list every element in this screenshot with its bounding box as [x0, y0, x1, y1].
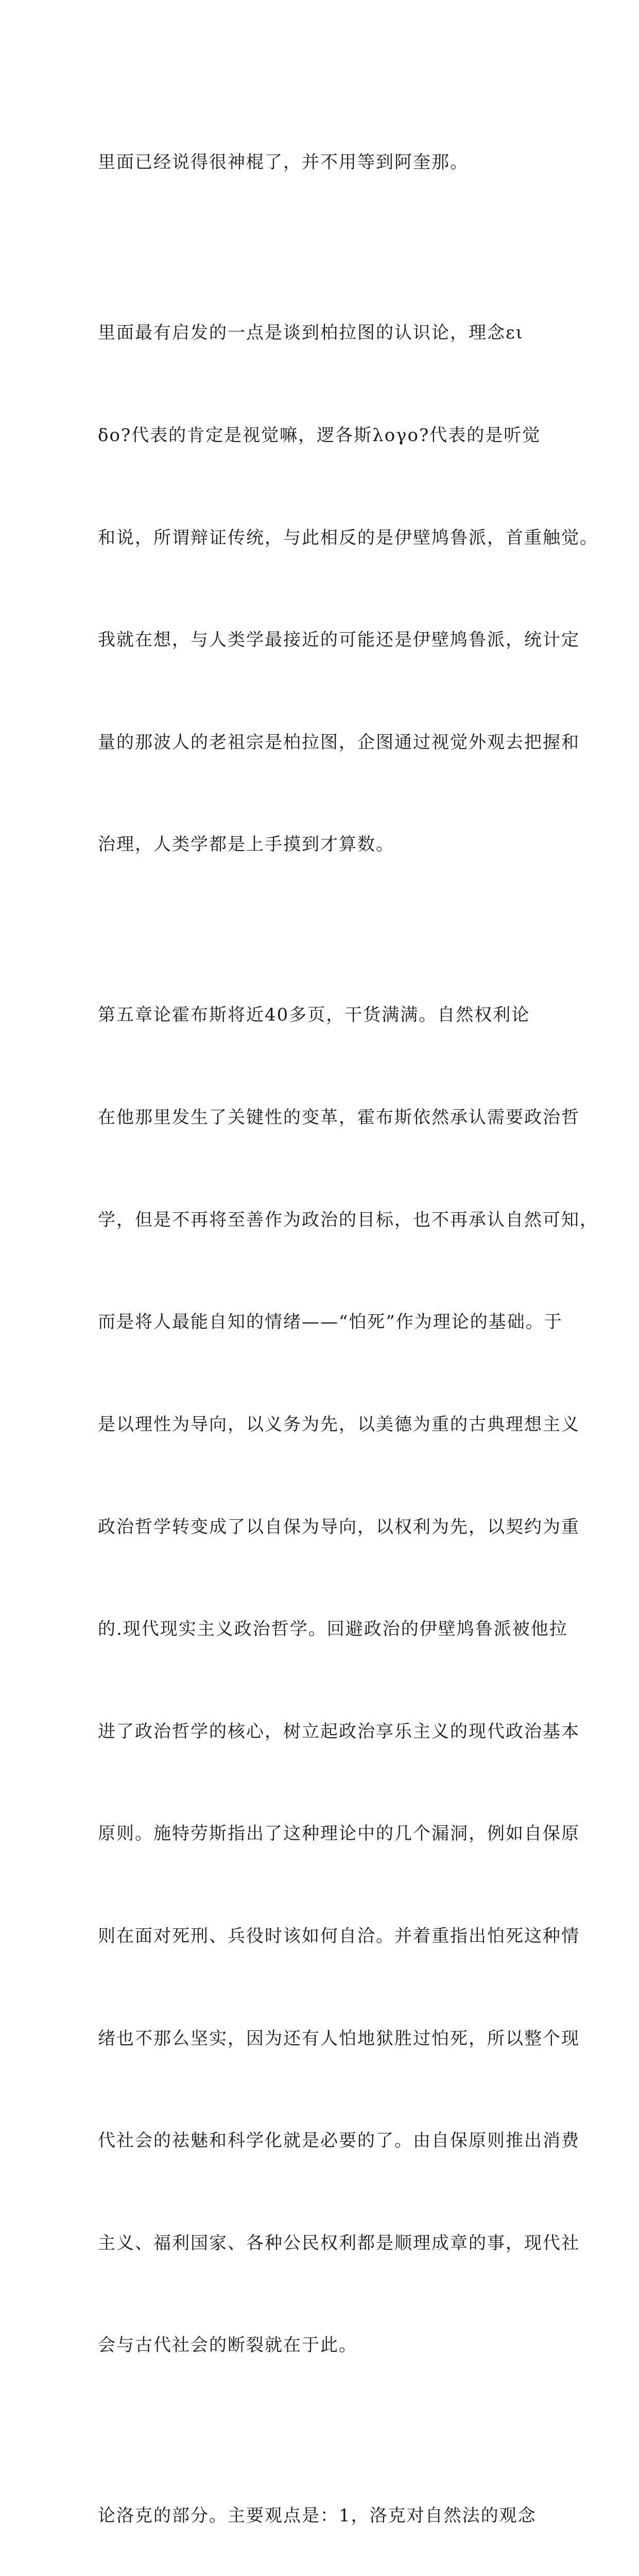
- text-line: 里面最有启发的一点是谈到柏拉图的认识论，理念ει: [98, 323, 524, 344]
- text-line: 会与古代社会的断裂就在于此。: [98, 2335, 357, 2356]
- text-line: δο?代表的肯定是视觉嘛，逻各斯λογο?代表的是听觉: [98, 425, 541, 446]
- text-line: 学，但是不再将至善作为政治的目标，也不再承认自然可知，: [98, 1209, 598, 1230]
- text-line: 是以理性为导向，以义务为先，以美德为重的古典理想主义: [98, 1414, 580, 1435]
- text-line: 政治哲学转变成了以自保为导向，以权利为先，以契约为重: [98, 1516, 580, 1537]
- text-line: 原则。施特劳斯指出了这种理论中的几个漏洞，例如自保原: [98, 1823, 580, 1844]
- paragraph-3: [98, 930, 598, 2431]
- text-line: 则在面对死刑、兵役时该如何自洽。并着重指出怕死这种情: [98, 1925, 580, 1946]
- text-line: 主义、福利国家、各种公民权利都是顺理成章的事，现代社: [98, 2232, 580, 2253]
- text-line: 代社会的祛魅和科学化就是必要的了。由自保原则推出消费: [98, 2130, 580, 2151]
- paragraph-4: [98, 2431, 551, 2576]
- text-line: 治理，人类学都是上手摸到才算数。: [98, 834, 394, 855]
- text-line: 在他那里发生了关键性的变革，霍布斯依然承认需要政治哲: [98, 1107, 580, 1128]
- paragraph-2: [98, 248, 598, 930]
- text-line: 绪也不那么坚实，因为还有人怕地狱胜过怕死，所以整个现: [98, 2028, 580, 2049]
- text-line: 而是将人最能自知的情绪——“怕死”作为理论的基础。于: [98, 1312, 563, 1333]
- document-body: [98, 77, 598, 2576]
- text-line: 和说，所谓辩证传统，与此相反的是伊壁鸠鲁派，首重触觉。: [98, 527, 598, 548]
- text-line: 论洛克的部分。主要观点是：1，洛克对自然法的观念: [98, 2505, 537, 2527]
- text-line: 里面已经说得很神棍了，并不用等到阿奎那。: [98, 152, 469, 173]
- text-line: 的.现代现实主义政治哲学。回避政治的伊壁鸠鲁派被他拉: [98, 1619, 568, 1640]
- text-line: 我就在想，与人类学最接近的可能还是伊壁鸠鲁派，统计定: [98, 630, 580, 651]
- paragraph-1: [98, 77, 551, 248]
- text-line: 量的那波人的老祖宗是柏拉图，企图通过视觉外观去把握和: [98, 732, 580, 753]
- text-line: 进了政治哲学的核心，树立起政治享乐主义的现代政治基本: [98, 1721, 580, 1742]
- text-line: 第五章论霍布斯将近40多页，干货满满。自然权利论: [98, 1005, 530, 1026]
